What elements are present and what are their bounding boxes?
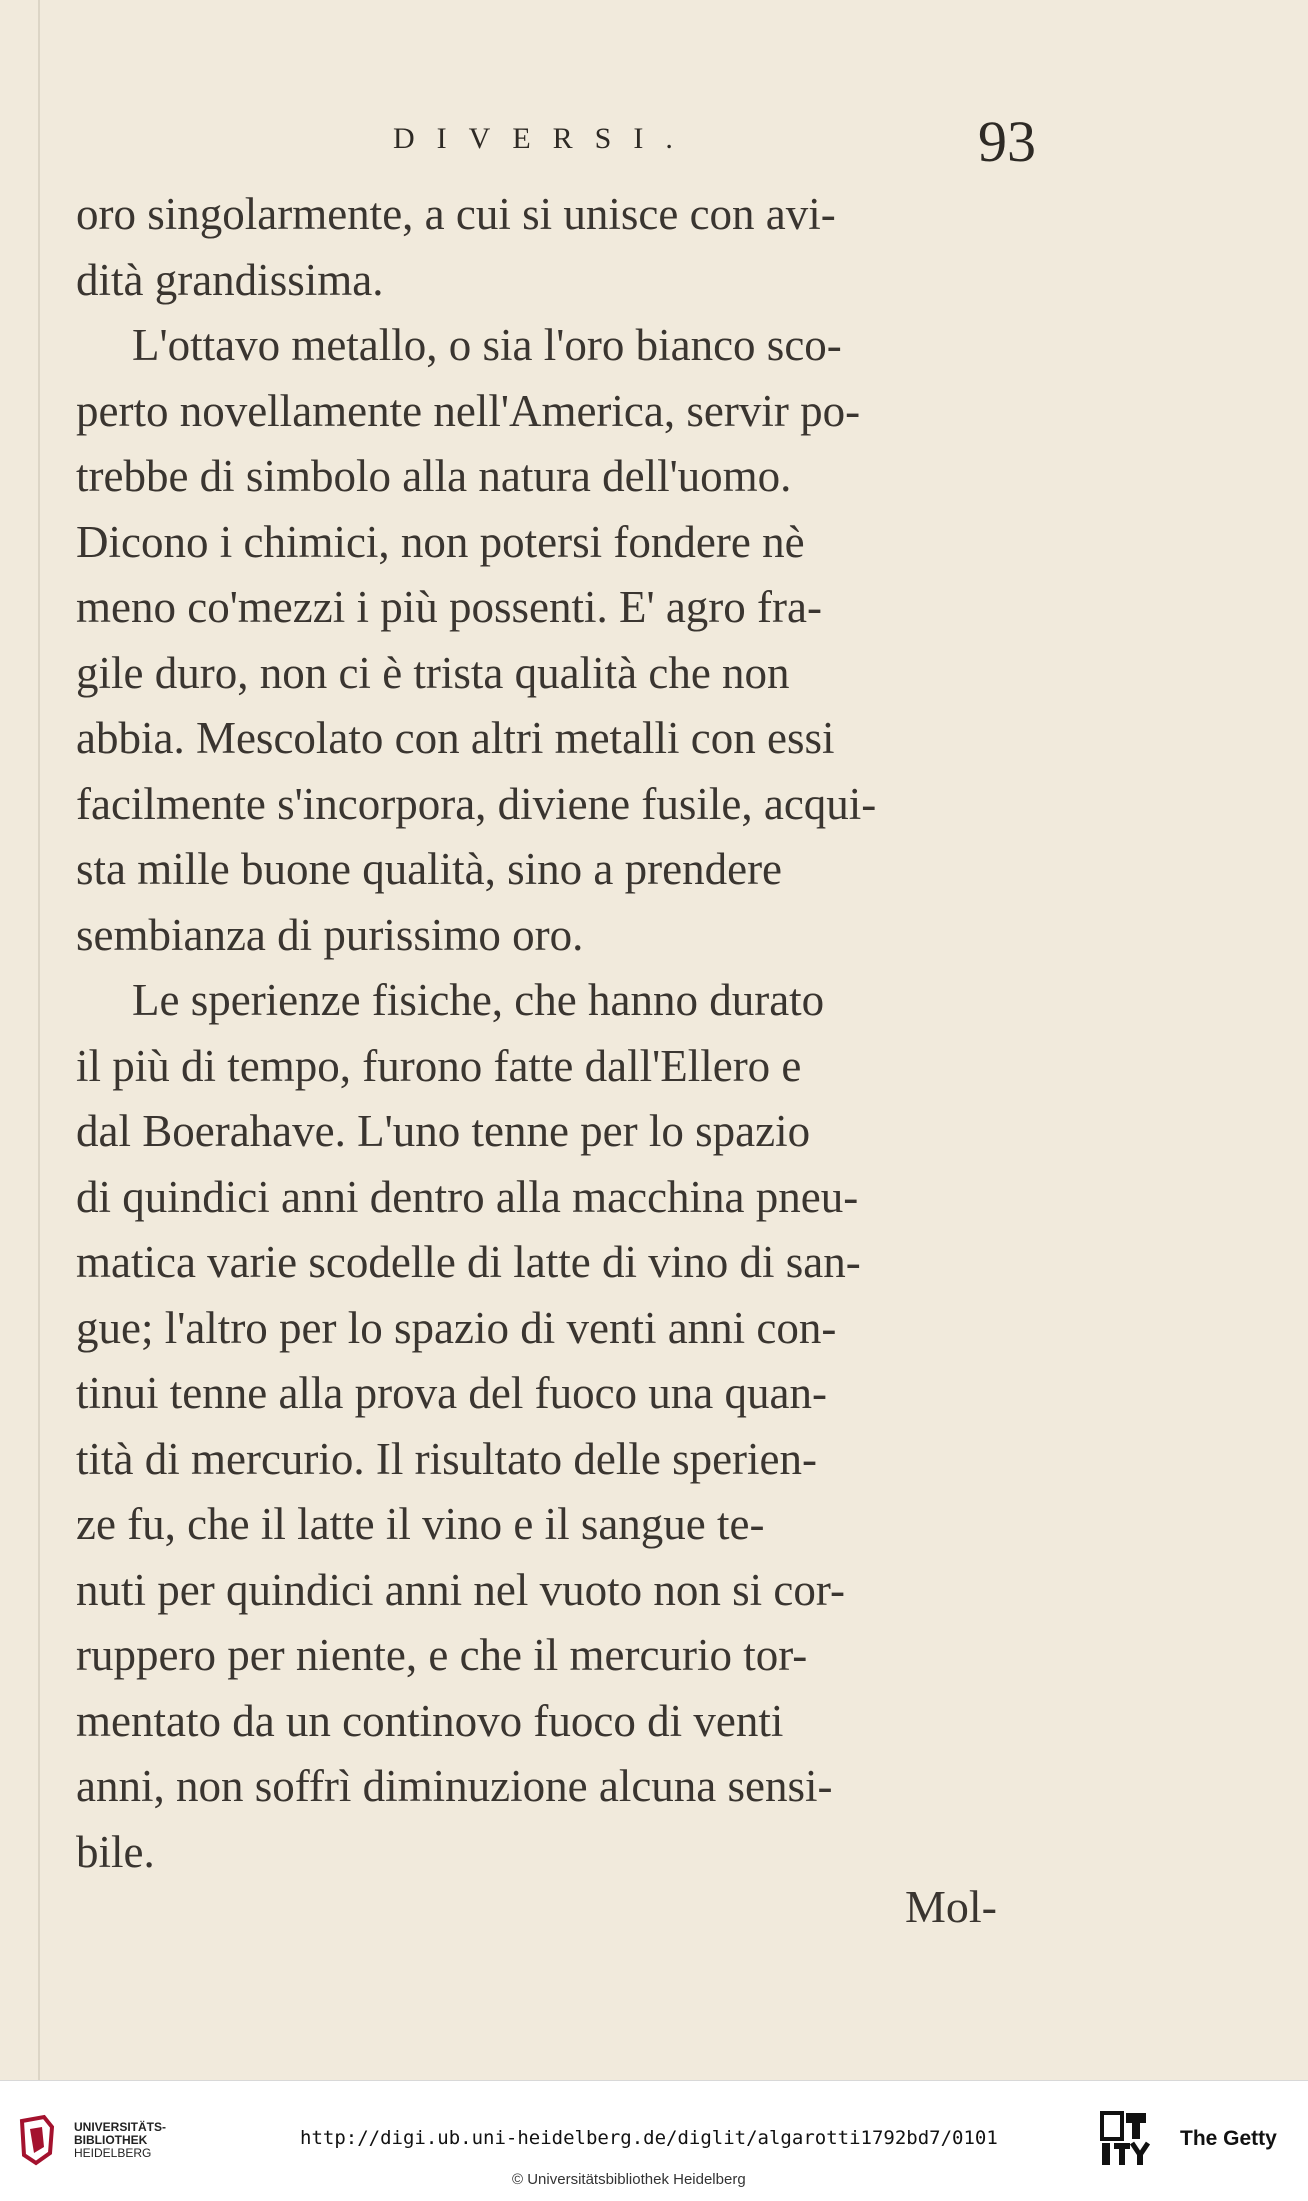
body-text (76, 182, 1066, 1885)
text-line: meno co'mezzi i più possenti. E' agro fra- (76, 582, 822, 632)
permalink-url[interactable]: http://digi.ub.uni-heidelberg.de/diglit/algarotti1792bd7/0101 (300, 2127, 998, 2149)
text-line: trebbe di simbolo alla natura dell'uomo. (76, 451, 792, 501)
library-name-line: UNIVERSITÄTS- (74, 2120, 167, 2134)
getty-logo-icon (1100, 2111, 1150, 2167)
text-line: tità di mercurio. Il risultato delle sperien- (76, 1433, 818, 1484)
text-line: L'ottavo metallo, o sia l'oro bianco sco- (132, 320, 842, 370)
text-line: mentato da un continovo fuoco di venti (76, 1695, 784, 1746)
text-line: anni, non soffrì diminuzione alcuna sensi- (76, 1761, 833, 1811)
text-line: di quindici anni dentro alla macchina pneu- (76, 1171, 859, 1222)
text-line: Dicono i chimici, non potersi fondere nè (76, 516, 805, 567)
running-head: DIVERSI. (393, 122, 695, 155)
text-line: dal Boerahave. L'uno tenne per lo spazio (76, 1106, 811, 1156)
page-header (0, 109, 1308, 182)
library-name-line: BIBLIOTHEK (74, 2133, 148, 2147)
text-line: gue; l'altro per lo spazio di venti anni con- (76, 1302, 837, 1353)
text-line: dità grandissima. (76, 254, 384, 305)
page-number: 93 (978, 109, 1036, 174)
getty-label: The Getty (1180, 2127, 1277, 2150)
catchword: Mol- (905, 1881, 997, 1932)
text-line: ruppero per niente, e che il mercurio tor- (76, 1630, 808, 1680)
text-line: tinui tenne alla prova del fuoco una quan- (76, 1368, 827, 1418)
library-name-line: HEIDELBERG (74, 2146, 152, 2160)
text-line: Le sperienze fisiche, che hanno durato (132, 975, 825, 1025)
page-gutter (38, 0, 40, 2080)
text-line: matica varie scodelle di latte di vino di san- (76, 1237, 861, 1287)
text-line: gile duro, non ci è trista qualità che non (76, 647, 790, 698)
text-line: ze fu, che il latte il vino e il sangue te- (76, 1499, 765, 1549)
copyright-notice: © Universitätsbibliothek Heidelberg (512, 2171, 746, 2188)
text-line: sta mille buone qualità, sino a prendere (76, 844, 783, 894)
footer-bar (0, 2080, 1308, 2201)
text-line: oro singolarmente, a cui si unisce con avi- (76, 189, 836, 239)
text-line: bile. (76, 1826, 155, 1877)
text-line: facilmente s'incorpora, diviene fusile, acqui- (76, 778, 877, 829)
text-line: il più di tempo, furono fatte dall'Ellero e (76, 1040, 802, 1091)
text-line: nuti per quindici anni nel vuoto non si cor- (76, 1564, 845, 1615)
ub-heidelberg-logo-icon (14, 2113, 60, 2167)
text-line: abbia. Mescolato con altri metalli con essi (76, 713, 835, 763)
text-line: perto novellamente nell'America, servir po- (76, 385, 861, 436)
library-name (74, 2121, 166, 2160)
text-line: sembianza di purissimo oro. (76, 909, 584, 960)
